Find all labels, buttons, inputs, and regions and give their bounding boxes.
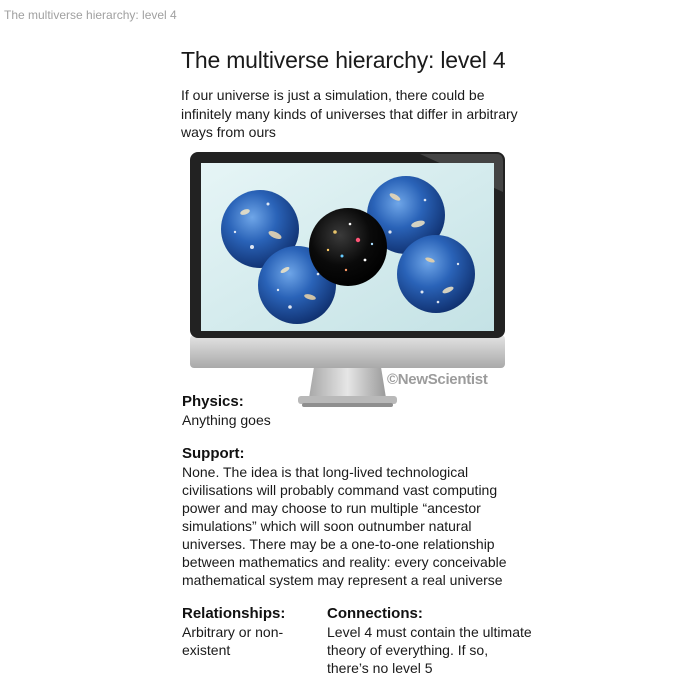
support-text: None. The idea is that long-lived technological civilisations will probably command vast computing power and may choose to run multiple “ancestor simulations” which will soon outnumber natural universes. There may be a one-to-one relationship between mathematics and reality: every conceivable mathematical system may represent a real universe (182, 464, 507, 588)
monitor-chin (190, 335, 505, 368)
intro-text: If our universe is just a simulation, there could be infinitely many kinds of universes that differ in arbitrary ways from ours (181, 87, 518, 140)
figure-title: The multiverse hierarchy: level 4 (181, 47, 506, 73)
monitor-stand (309, 367, 386, 398)
support-heading: Support: (182, 445, 245, 462)
universe-sphere-blue-4 (397, 235, 475, 313)
page-caption: The multiverse hierarchy: level 4 (4, 8, 177, 22)
universe-sphere-black (309, 208, 387, 286)
physics-text: Anything goes (182, 412, 271, 428)
relationships-heading: Relationships: (182, 605, 286, 622)
newscientist-watermark: ©NewScientist (387, 371, 488, 388)
monitor-stand-base (298, 396, 397, 404)
connections-text: Level 4 must contain the ultimate theory of everything. If so, there’s no level 5 (327, 624, 532, 676)
physics-heading: Physics: (182, 393, 244, 410)
connections-heading: Connections: (327, 605, 423, 622)
relationships-text: Arbitrary or non-existent (182, 624, 284, 658)
